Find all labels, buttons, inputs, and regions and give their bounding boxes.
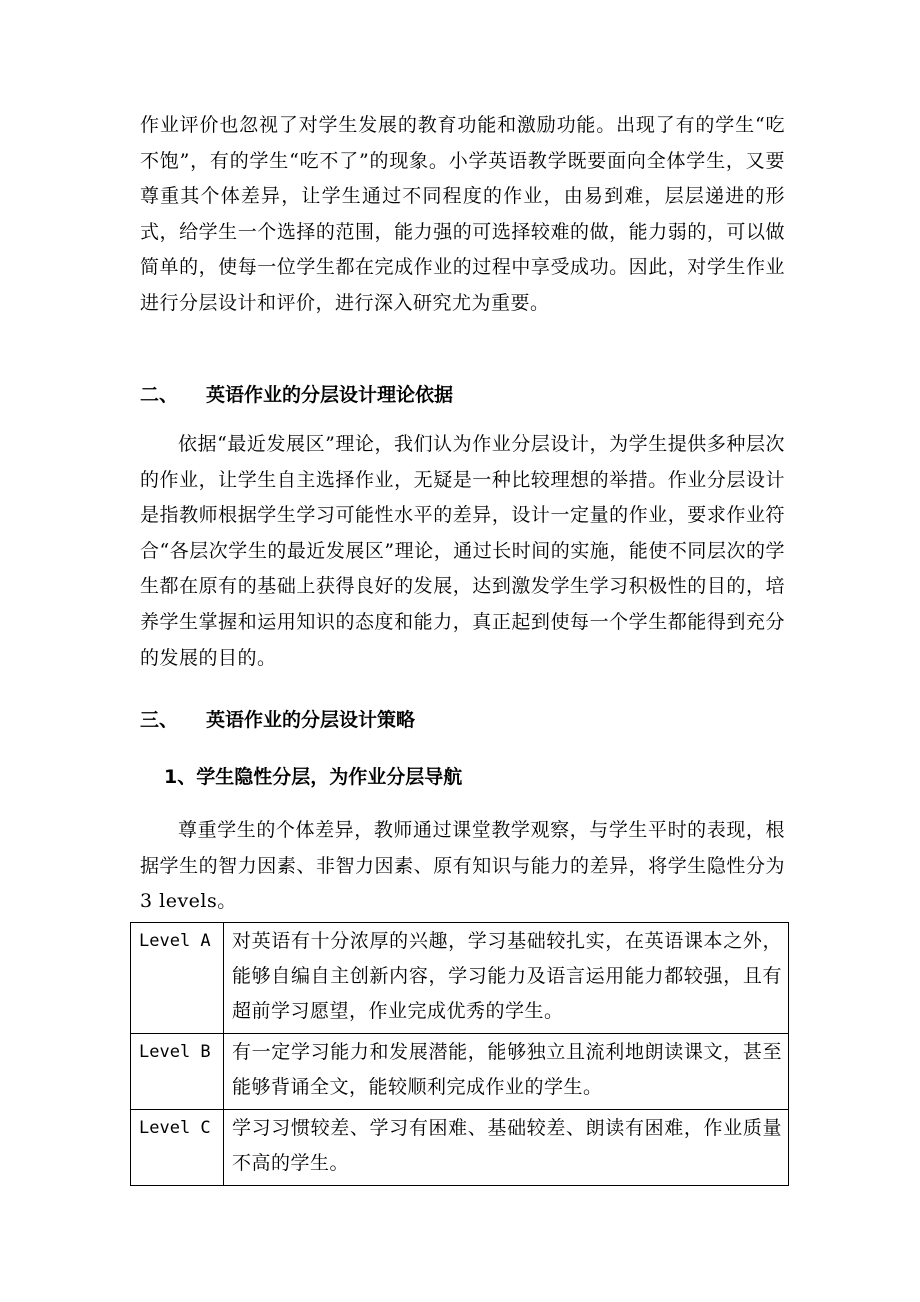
subsection-heading-hidden-layering: 1、学生隐性分层，为作业分层导航: [164, 766, 463, 788]
level-label: Level A: [131, 923, 224, 1034]
paragraph-hidden-layering: 尊重学生的个体差异，教师通过课堂教学观察，与学生平时的表现，根据学生的智力因素、非智力因素、原有知识与能力的差异，将学生隐性分为 3 levels。: [140, 819, 785, 913]
table-row: [131, 1110, 789, 1186]
section-number: 三、: [140, 709, 179, 731]
section-heading-theory: [140, 380, 453, 407]
table-row: [131, 923, 789, 1034]
level-description: 有一定学习能力和发展潜能，能够独立且流利地朗读课文，甚至能够背诵全文，能较顺利完成作业的学生。: [224, 1034, 789, 1110]
paragraph-theory: 依据“最近发展区”理论，我们认为作业分层设计，为学生提供多种层次的作业，让学生自主选择作业，无疑是一种比较理想的举措。作业分层设计是指教师根据学生学习可能性水平的差异，设计一定量的作业，要求作业符合“各层次学生的最近发展区”理论，通过长时间的实施，能使不同层次的学生都在原有的基础上获得良好的发展，达到激发学生学习积极性的目的，培养学生掌握和运用知识的态度和能力，真正起到使每一个学生都能得到充分的发展的目的。: [140, 433, 785, 669]
section-title: 英语作业的分层设计策略: [206, 709, 416, 731]
level-description: 对英语有十分浓厚的兴趣，学习基础较扎实，在英语课本之外，能够自编自主创新内容，学习能力及语言运用能力都较强，且有超前学习愿望，作业完成优秀的学生。: [224, 923, 789, 1034]
level-description: 学习习惯较差、学习有困难、基础较差、朗读有困难，作业质量不高的学生。: [224, 1110, 789, 1186]
paragraph-evaluation: 作业评价也忽视了对学生发展的教育功能和激励功能。出现了有的学生“吃不饱”，有的学生“吃不了”的现象。小学英语教学既要面向全体学生，又要尊重其个体差异，让学生通过不同程度的作业，由易到难，层层递进的形式，给学生一个选择的范围，能力强的可选择较难的做，能力弱的，可以做简单的，使每一位学生都在完成作业的过程中享受成功。因此，对学生作业进行分层设计和评价，进行深入研究尤为重要。: [140, 114, 785, 314]
level-label: Level B: [131, 1034, 224, 1110]
section-number: 二、: [140, 384, 179, 406]
level-label: Level C: [131, 1110, 224, 1186]
section-title: 英语作业的分层设计理论依据: [206, 384, 454, 406]
levels-table: [130, 922, 789, 1186]
section-heading-strategy: [140, 705, 415, 732]
table-row: [131, 1034, 789, 1110]
